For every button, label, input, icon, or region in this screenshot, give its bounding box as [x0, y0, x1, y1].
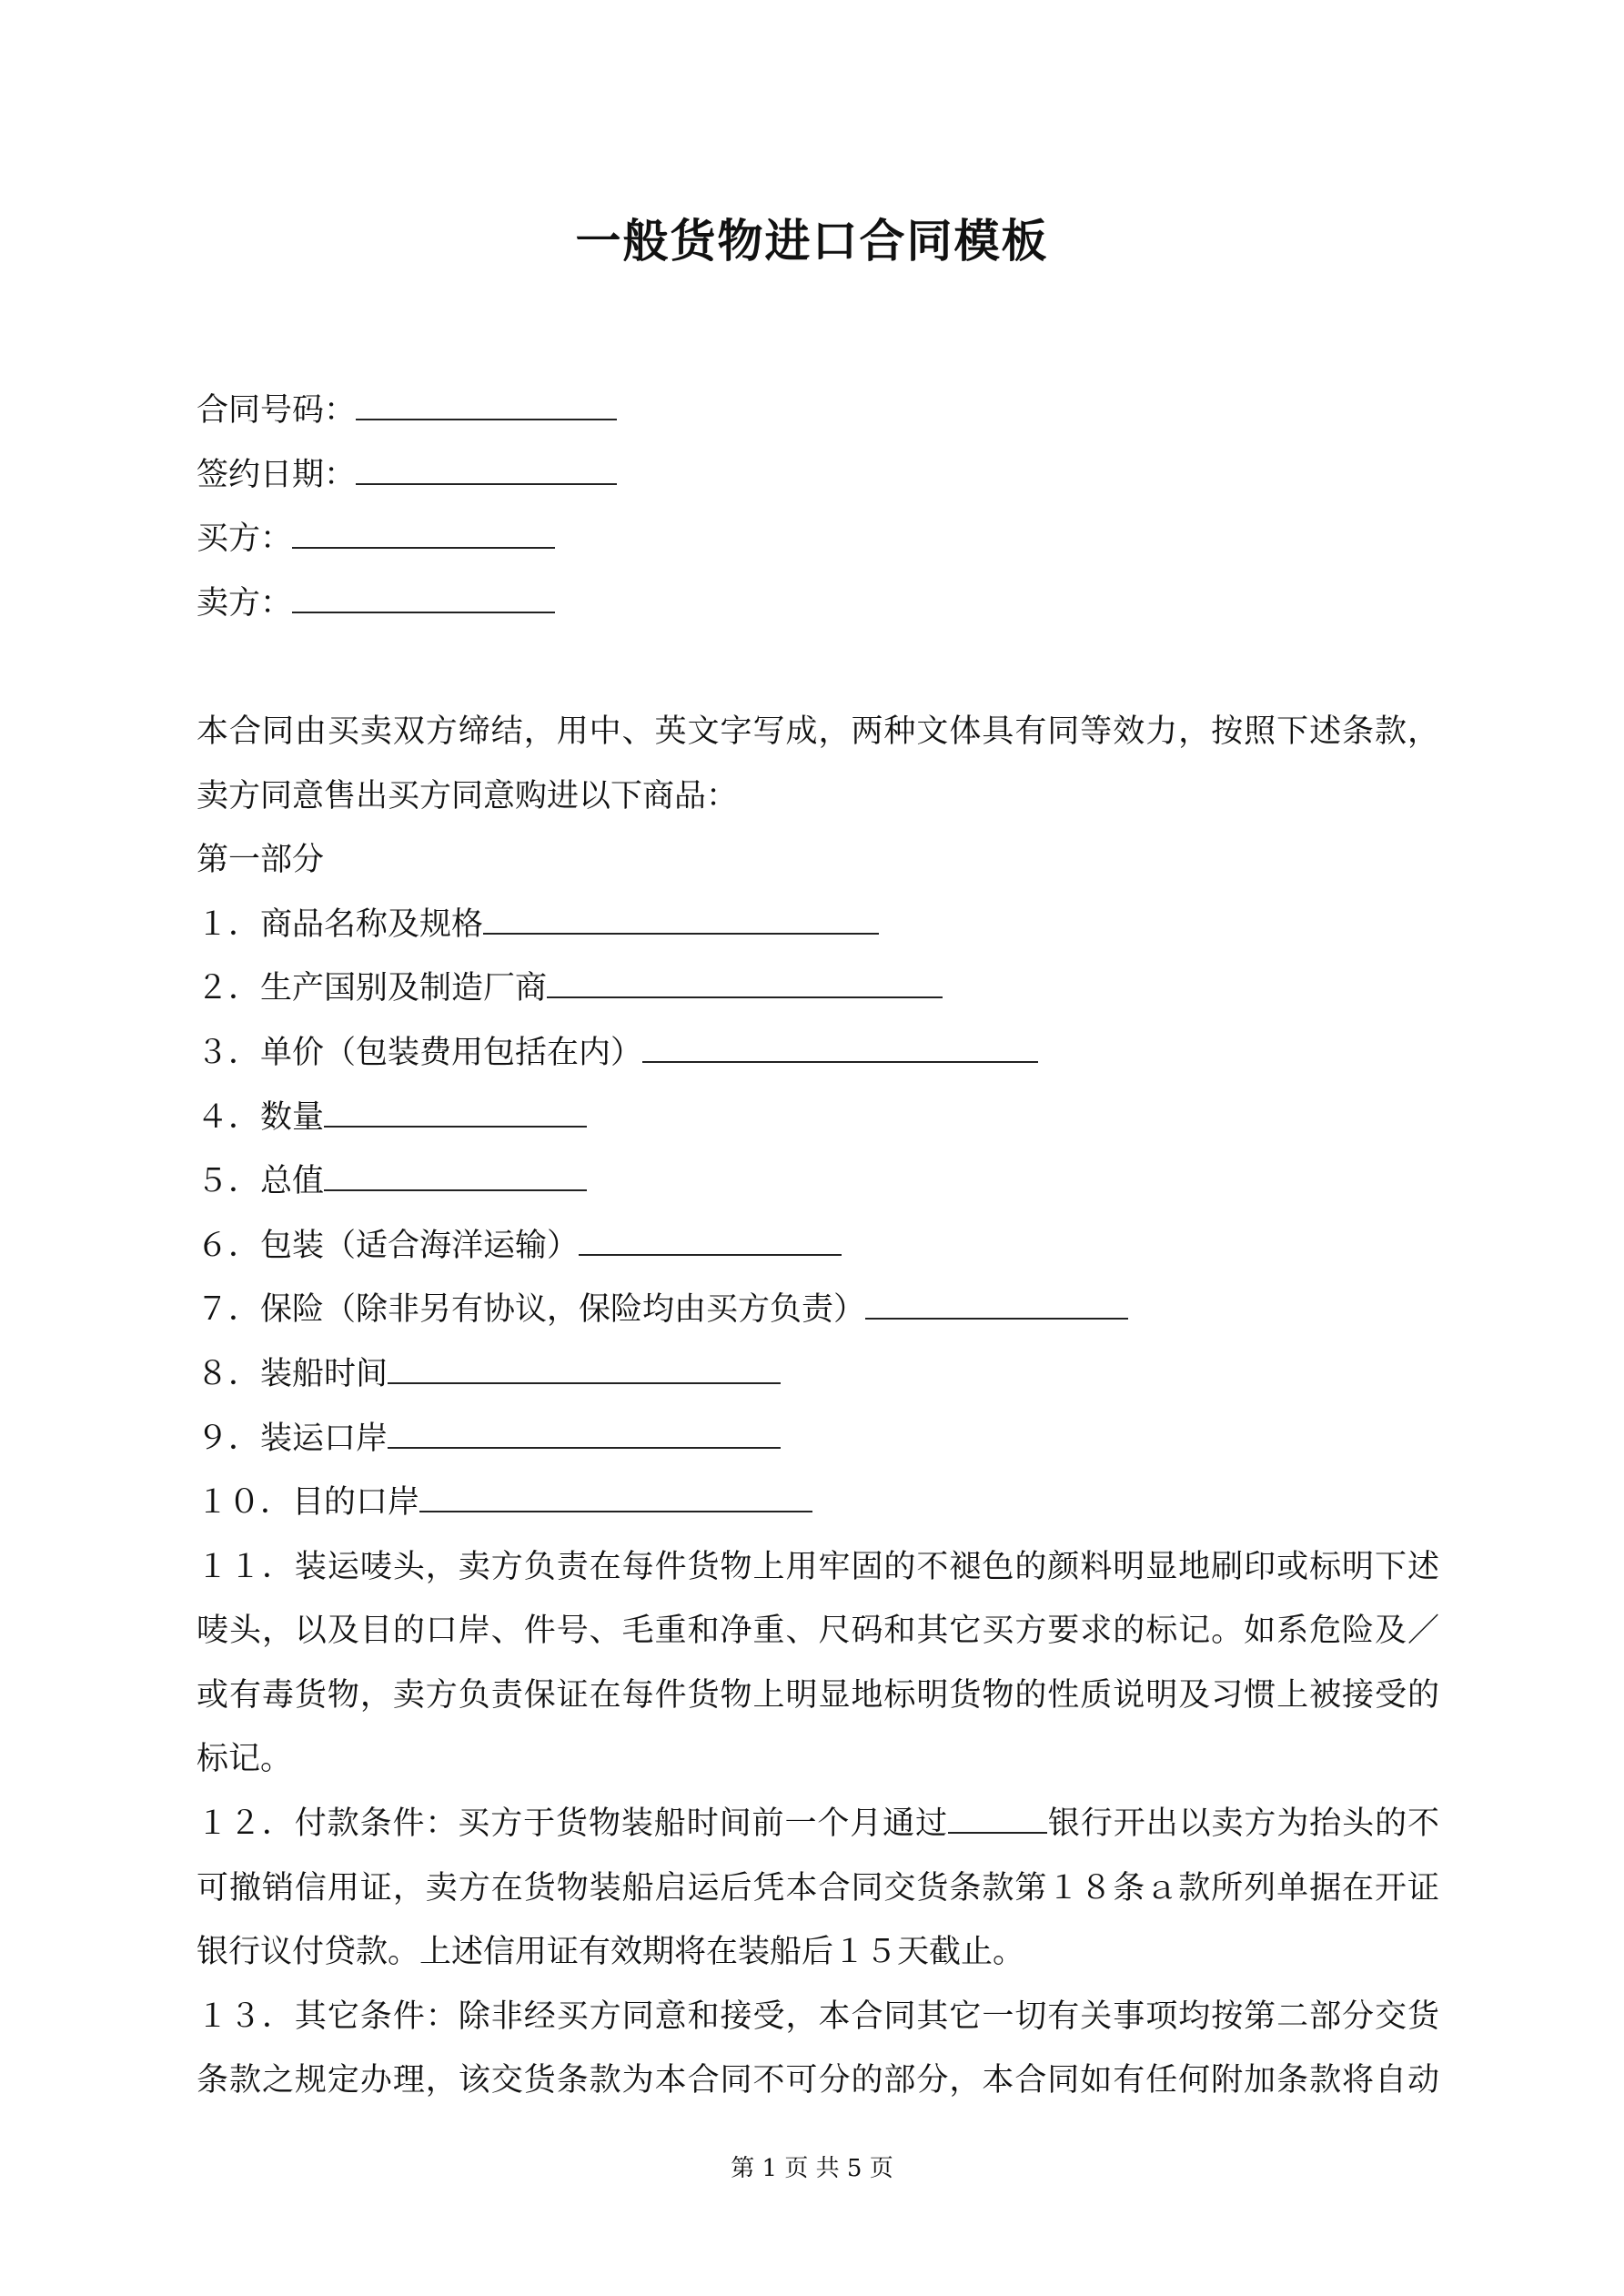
- item-label: １．商品名称及规格: [197, 905, 484, 943]
- item-1: [197, 893, 1439, 957]
- field-label: 合同号码：: [197, 392, 357, 429]
- clause-text: 银行开出以卖方为抬头的不: [1047, 1805, 1439, 1843]
- clause-11-line: 标记。: [197, 1741, 293, 1778]
- clause-12-line: [197, 1792, 1439, 1856]
- clause-13-line: １３．其它条件：除非经买方同意和接受，本合同其它一切有关事项均按第二部分交货: [197, 1998, 1439, 2035]
- blank-line[interactable]: [388, 1420, 781, 1449]
- blank-line[interactable]: [356, 391, 617, 420]
- contract-body: [197, 379, 1439, 2113]
- blank-line[interactable]: [292, 584, 555, 613]
- item-label: ４．数量: [197, 1098, 325, 1136]
- blank-line[interactable]: [547, 969, 943, 998]
- field-contract-number: [197, 379, 1439, 443]
- item-label: ７．保险（除非另有协议，保险均由买方负责）: [197, 1291, 866, 1329]
- blank-line[interactable]: [356, 456, 617, 485]
- item-8: [197, 1342, 1439, 1407]
- field-label: 卖方：: [197, 584, 293, 622]
- field-seller: [197, 571, 1439, 636]
- blank-line[interactable]: [419, 1483, 812, 1512]
- item-4: [197, 1086, 1439, 1150]
- item-9: [197, 1407, 1439, 1472]
- clause-text: １２．付款条件：买方于货物装船时间前一个月通过: [197, 1805, 949, 1843]
- field-buyer: [197, 507, 1439, 571]
- intro-line: 卖方同意售出买方同意购进以下商品：: [197, 777, 739, 814]
- item-label: ３．单价（包装费用包括在内）: [197, 1034, 643, 1071]
- item-label: ５．总值: [197, 1163, 325, 1200]
- item-label: １０．目的口岸: [197, 1484, 420, 1522]
- item-label: ２．生产国别及制造厂商: [197, 970, 548, 1007]
- blank-line[interactable]: [292, 520, 555, 549]
- blank-line[interactable]: [324, 1098, 587, 1128]
- item-label: ６．包装（适合海洋运输）: [197, 1227, 580, 1264]
- intro-line: 本合同由买卖双方缔结，用中、英文字写成，两种文体具有同等效力，按照下述条款，: [197, 713, 1439, 750]
- part-heading: 第一部分: [197, 842, 325, 879]
- item-6: [197, 1214, 1439, 1279]
- blank-line[interactable]: [324, 1162, 587, 1191]
- clause-12-line: 可撤销信用证，卖方在货物装船启运后凭本合同交货条款第１８条ａ款所列单据在开证: [197, 1869, 1439, 1907]
- document-title: 一般货物进口合同模板: [575, 214, 1049, 268]
- bank-blank[interactable]: [948, 1805, 1047, 1834]
- item-label: ９．装运口岸: [197, 1420, 388, 1457]
- field-label: 买方：: [197, 521, 293, 558]
- clause-11-line: 唛头，以及目的口岸、件号、毛重和净重、尺码和其它买方要求的标记。如系危险及／: [197, 1613, 1439, 1650]
- blank-line[interactable]: [642, 1034, 1038, 1063]
- item-3: [197, 1021, 1439, 1086]
- blank-line[interactable]: [388, 1355, 781, 1384]
- clause-11-line: 或有毒货物，卖方负责保证在每件货物上明显地标明货物的性质说明及习惯上被接受的: [197, 1676, 1439, 1714]
- item-2: [197, 956, 1439, 1021]
- blank-line[interactable]: [579, 1227, 842, 1256]
- blank-line[interactable]: [865, 1290, 1128, 1320]
- item-label: ８．装船时间: [197, 1355, 388, 1392]
- item-7: [197, 1278, 1439, 1342]
- blank-line[interactable]: [483, 905, 879, 935]
- item-10: [197, 1471, 1439, 1535]
- clause-13-line: 条款之规定办理，该交货条款为本合同不可分的部分，本合同如有任何附加条款将自动: [197, 2062, 1439, 2099]
- field-label: 签约日期：: [197, 456, 357, 493]
- field-sign-date: [197, 443, 1439, 508]
- clause-11-line: １１．装运唛头，卖方负责在每件货物上用牢固的不褪色的颜料明显地刷印或标明下述: [197, 1548, 1439, 1585]
- clause-12-line: 银行议付贷款。上述信用证有效期将在装船后１５天截止。: [197, 1934, 1025, 1971]
- spacer: [197, 635, 1439, 700]
- item-5: [197, 1149, 1439, 1214]
- page-footer: 第 1 页 共 5 页: [731, 2155, 893, 2182]
